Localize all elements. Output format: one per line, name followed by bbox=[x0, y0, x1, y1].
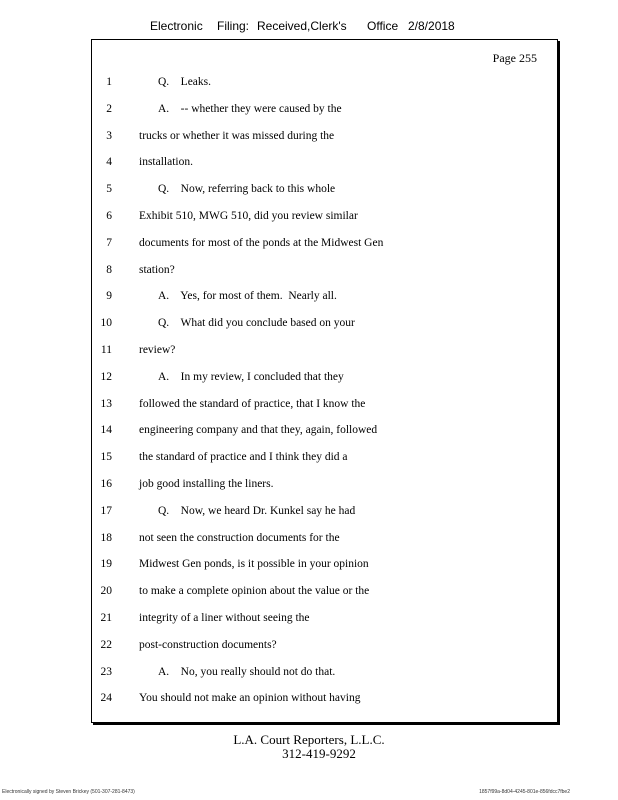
line-number: 1 bbox=[106, 76, 112, 88]
line-number: 23 bbox=[100, 665, 112, 678]
page-number: Page 255 bbox=[492, 51, 537, 65]
header-office: Office bbox=[367, 19, 399, 33]
line-text: review? bbox=[139, 344, 176, 356]
line-number: 15 bbox=[100, 451, 112, 464]
transcript-line bbox=[92, 262, 557, 278]
transcript-line bbox=[92, 154, 557, 170]
footer-phone: 312-419-9292 bbox=[282, 746, 356, 761]
transcript-line bbox=[92, 181, 557, 197]
line-number: 10 bbox=[100, 317, 112, 330]
line-number: 20 bbox=[100, 585, 112, 598]
line-text: A. -- whether they were caused by the bbox=[158, 102, 342, 115]
header-received: Received,Clerk's bbox=[257, 19, 347, 33]
line-text: A. In my review, I concluded that they bbox=[158, 370, 344, 383]
transcript-line bbox=[92, 503, 557, 519]
line-text: Q. What did you conclude based on your bbox=[158, 317, 355, 330]
transcript-line bbox=[92, 128, 557, 144]
header-date: 2/8/2018 bbox=[408, 19, 455, 33]
line-number: 22 bbox=[100, 638, 112, 651]
line-text: Midwest Gen ponds, is it possible in your opinion bbox=[139, 558, 369, 571]
transcript-line bbox=[92, 449, 557, 465]
line-text: followed the standard of practice, that I know the bbox=[139, 397, 366, 410]
transcript-line bbox=[92, 342, 557, 358]
line-text: the standard of practice and I think they did a bbox=[139, 451, 348, 464]
transcript-line bbox=[92, 315, 557, 331]
document-hash: 1857f99a-8d04-4245-801e-856fdcc7fbe2 bbox=[479, 789, 570, 795]
line-number: 11 bbox=[100, 344, 112, 356]
line-text: Exhibit 510, MWG 510, did you review similar bbox=[139, 210, 358, 222]
line-number: 7 bbox=[106, 236, 112, 249]
line-number: 2 bbox=[106, 102, 112, 115]
line-number: 19 bbox=[100, 558, 112, 571]
line-text: Q. Leaks. bbox=[158, 76, 212, 88]
line-text: engineering company and that they, again, followed bbox=[139, 424, 378, 437]
transcript-line bbox=[92, 583, 557, 599]
line-text: documents for most of the ponds at the Midwest Gen bbox=[139, 236, 384, 249]
transcript-line bbox=[92, 288, 557, 304]
line-number: 14 bbox=[100, 424, 112, 437]
line-text: Q. Now, we heard Dr. Kunkel say he had bbox=[158, 504, 356, 517]
line-text: A. Yes, for most of them. Nearly all. bbox=[158, 290, 337, 303]
footer-company: L.A. Court Reporters, L.L.C. bbox=[233, 732, 385, 747]
line-number: 3 bbox=[106, 129, 112, 142]
line-text: A. No, you really should not do that. bbox=[158, 665, 336, 678]
transcript-line bbox=[92, 476, 557, 492]
transcript-line bbox=[92, 664, 557, 680]
line-number: 17 bbox=[100, 504, 112, 517]
line-number: 9 bbox=[106, 290, 112, 303]
line-text: You should not make an opinion without having bbox=[139, 692, 361, 705]
line-number: 16 bbox=[100, 478, 112, 490]
line-number: 24 bbox=[100, 692, 112, 705]
transcript-line bbox=[92, 530, 557, 546]
header-filing: Filing: bbox=[217, 19, 250, 33]
line-number: 8 bbox=[106, 263, 112, 276]
transcript-line bbox=[92, 556, 557, 572]
transcript-line bbox=[92, 208, 557, 224]
line-text: job good installing the liners. bbox=[139, 478, 274, 490]
transcript-line bbox=[92, 637, 557, 653]
line-number: 21 bbox=[100, 612, 112, 624]
line-number: 13 bbox=[100, 397, 112, 410]
line-text: not seen the construction documents for the bbox=[139, 531, 340, 544]
transcript-line bbox=[92, 422, 557, 438]
line-text: to make a complete opinion about the value or the bbox=[139, 585, 370, 598]
line-text: post-construction documents? bbox=[139, 638, 277, 651]
line-text: integrity of a liner without seeing the bbox=[139, 612, 310, 624]
transcript-line bbox=[92, 101, 557, 117]
transcript-line bbox=[92, 396, 557, 412]
header-electronic: Electronic bbox=[150, 19, 203, 33]
line-text: installation. bbox=[139, 156, 193, 169]
transcript-page bbox=[91, 39, 558, 723]
line-text: trucks or whether it was missed during the bbox=[139, 129, 335, 142]
line-number: 18 bbox=[100, 531, 112, 544]
footer bbox=[0, 733, 618, 761]
electronic-signature: Electronically signed by Steven Brickey (501-307-281-8473) bbox=[2, 789, 135, 795]
line-text: station? bbox=[139, 263, 175, 276]
transcript-line bbox=[92, 690, 557, 706]
transcript-line bbox=[92, 235, 557, 251]
line-number: 5 bbox=[106, 183, 112, 196]
line-text: Q. Now, referring back to this whole bbox=[158, 183, 336, 196]
transcript-line bbox=[92, 369, 557, 385]
transcript-line bbox=[92, 610, 557, 626]
line-number: 6 bbox=[106, 210, 112, 222]
line-number: 4 bbox=[106, 156, 112, 169]
transcript-line bbox=[92, 74, 557, 90]
line-number: 12 bbox=[100, 370, 112, 383]
